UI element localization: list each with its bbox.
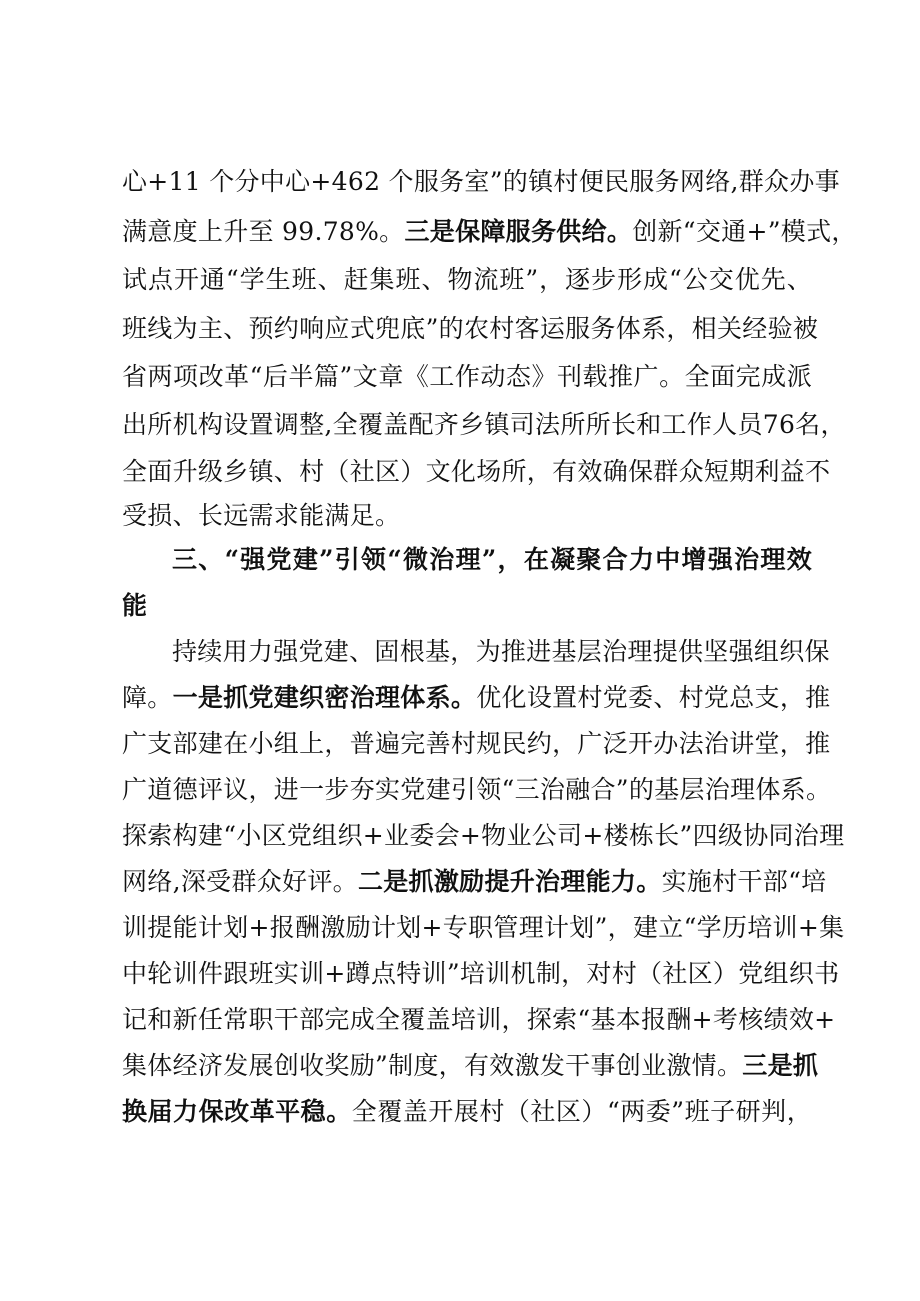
text-line: 满意度上升至 99.78%。三是保障服务供给。创新“交通+”模式， — [122, 217, 857, 246]
text-line: 省两项改革“后半篇”文章《工作动态》刊载推广。全面完成派 — [122, 362, 812, 391]
text-line: 广道德评议，进一步夯实党建引领“三治融合”的基层治理体系。 — [122, 775, 832, 804]
bold-lead-phrase: 换届力保改革平稳。 — [122, 1097, 352, 1126]
text-line: 集体经济发展创收奖励”制度，有效激发干事创业激情。三是抓 — [122, 1051, 819, 1080]
text-line: 障。一是抓党建织密治理体系。优化设置村党委、村党总支，推 — [122, 683, 831, 712]
text-line: 训提能计划+报酬激励计划+专职管理计划”，建立“学历培训+集 — [122, 913, 845, 942]
text-line: 换届力保改革平稳。全覆盖开展村（社区）“两委”班子研判， — [122, 1097, 813, 1126]
text-line: 探索构建“小区党组织+业委会+物业公司+楼栋长”四级协同治理 — [122, 821, 845, 850]
text-line: 记和新任常职干部完成全覆盖培训，探索“基本报酬+考核绩效+ — [122, 1005, 836, 1034]
text-line: 广支部建在小组上，普遍完善村规民约，广泛开办法治讲堂，推 — [122, 729, 831, 758]
bold-lead-phrase: 三是保障服务供给。 — [404, 217, 633, 246]
bold-lead-phrase: 三是抓 — [742, 1051, 819, 1080]
bold-lead-phrase: 一是抓党建织密治理体系。 — [172, 683, 477, 712]
text-line: 受损、长远需求能满足。 — [122, 501, 401, 530]
text-line: 中轮训件跟班实训+蹲点特训”培训机制，对村（社区）党组织书 — [122, 959, 840, 988]
text-line: 全面升级乡镇、村（社区）文化场所，有效确保群众短期利益不 — [122, 457, 831, 486]
heading-line: 三、“强党建”引领“微治理”，在凝聚合力中增强治理效 — [172, 545, 812, 574]
text-line: 班线为主、预约响应式兜底”的农村客运服务体系，相关经验被 — [122, 314, 819, 343]
heading-line: 能 — [122, 591, 148, 620]
text-line: 持续用力强党建、固根基，为推进基层治理提供坚强组织保 — [172, 637, 830, 666]
text-line: 试点开通“学生班、赶集班、物流班”，逐步形成“公交优先、 — [122, 265, 812, 294]
text-line: 出所机构设置调整,全覆盖配齐乡镇司法所所长和工作人员76名， — [122, 410, 846, 439]
text-line: 心+11 个分中心+462 个服务室”的镇村便民服务网络,群众办事 — [122, 167, 840, 196]
text-line: 网络,深受群众好评。二是抓激励提升治理能力。实施村干部“培 — [122, 867, 827, 896]
bold-lead-phrase: 二是抓激励提升治理能力。 — [357, 867, 662, 896]
